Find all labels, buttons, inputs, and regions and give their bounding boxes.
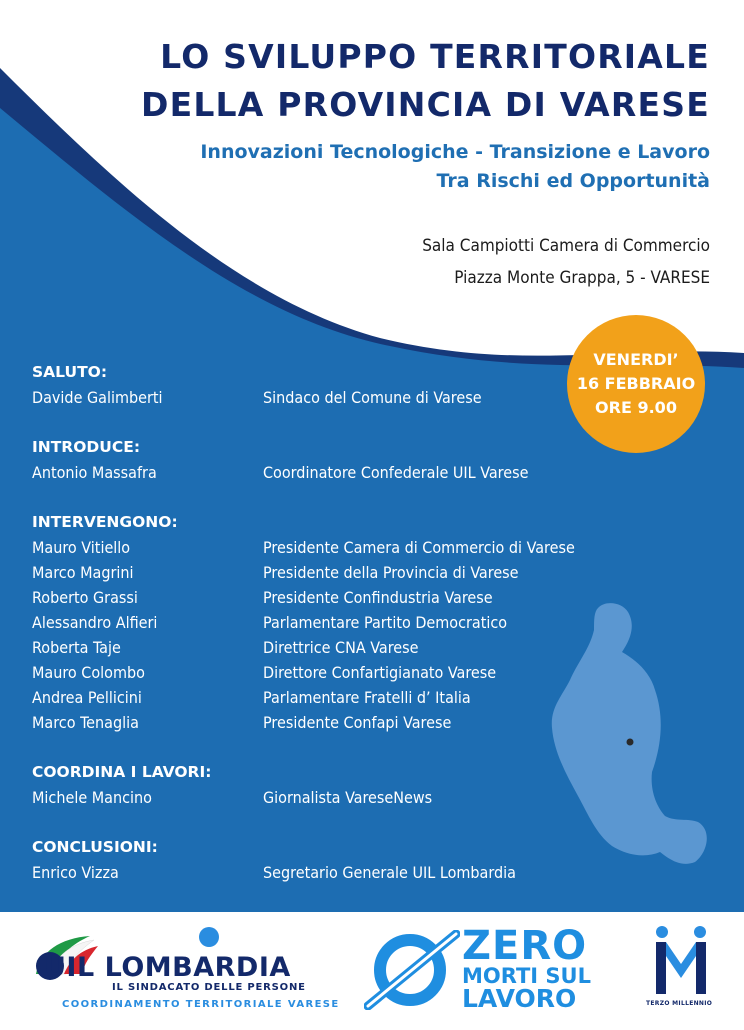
- program-row: [32, 610, 592, 635]
- program-row: [32, 460, 592, 485]
- section-heading-intervengono: INTERVENGONO:: [32, 513, 178, 531]
- program-row: [32, 785, 592, 810]
- zero-logo-line-2: MORTI SUL: [462, 964, 591, 988]
- speaker-role: Direttore Confartigianato Varese: [263, 663, 497, 682]
- program-row: [32, 660, 592, 685]
- terzo-millennio-wordmark: TERZO MILLENNIO: [646, 1000, 713, 1007]
- speaker-name: Davide Galimberti: [32, 388, 163, 407]
- footer-logos: [0, 912, 744, 1030]
- speaker-role: Giornalista VareseNews: [263, 788, 433, 807]
- tm-monogram-icon: [650, 924, 712, 996]
- date-badge-date: 16 FEBBRAIO: [576, 374, 696, 393]
- speaker-role: Sindaco del Comune di Varese: [263, 388, 482, 407]
- uil-logo-name: UIL LOMBARDIA: [44, 952, 291, 983]
- date-badge-day: VENERDI’: [593, 350, 679, 369]
- speaker-name: Antonio Massafra: [32, 463, 157, 482]
- program-row: [32, 635, 592, 660]
- speaker-name: Marco Magrini: [32, 563, 134, 582]
- title-line-2: DELLA PROVINCIA DI VARESE: [140, 85, 710, 124]
- program-list: [32, 360, 592, 885]
- speaker-name: Enrico Vizza: [32, 863, 119, 882]
- section-heading-conclusioni: CONCLUSIONI:: [32, 838, 158, 856]
- uil-logo-caption: COORDINAMENTO TERRITORIALE VARESE: [62, 999, 340, 1010]
- venue-line-2: Piazza Monte Grappa, 5 - VARESE: [454, 268, 710, 288]
- section-heading-saluto: SALUTO:: [32, 363, 108, 381]
- program-row: [32, 685, 592, 710]
- speaker-role: Direttrice CNA Varese: [263, 638, 419, 657]
- uil-dot-icon: [198, 926, 220, 948]
- section-heading-introduce: INTRODUCE:: [32, 438, 141, 456]
- zero-slash-icon: [364, 930, 460, 1010]
- speaker-role: Parlamentare Partito Democratico: [263, 613, 508, 632]
- date-badge-time: ORE 9.00: [595, 398, 677, 417]
- speaker-name: Marco Tenaglia: [32, 713, 139, 732]
- speaker-role: Parlamentare Fratelli d’ Italia: [263, 688, 471, 707]
- subtitle-line-1: Innovazioni Tecnologiche - Transizione e Lavoro: [200, 141, 710, 163]
- speaker-name: Andrea Pellicini: [32, 688, 142, 707]
- title-line-1: LO SVILUPPO TERRITORIALE: [160, 37, 710, 76]
- program-row: [32, 535, 592, 560]
- zero-logo-line-1: ZERO: [462, 923, 588, 969]
- subtitle-line-2: Tra Rischi ed Opportunità: [436, 170, 710, 192]
- speaker-name: Roberta Taje: [32, 638, 121, 657]
- zero-logo-line-3: LAVORO: [462, 984, 577, 1013]
- speaker-role: Coordinatore Confederale UIL Varese: [263, 463, 529, 482]
- speaker-name: Roberto Grassi: [32, 588, 138, 607]
- speaker-name: Alessandro Alfieri: [32, 613, 158, 632]
- speaker-role: Presidente Confindustria Varese: [263, 588, 493, 607]
- speaker-name: Mauro Colombo: [32, 663, 145, 682]
- program-row: [32, 560, 592, 585]
- uil-logo-tagline: IL SINDACATO DELLE PERSONE: [112, 982, 306, 993]
- program-row: [32, 585, 592, 610]
- speaker-name: Mauro Vitiello: [32, 538, 131, 557]
- speaker-role: Presidente Confapi Varese: [263, 713, 452, 732]
- venue-line-1: Sala Campiotti Camera di Commercio: [422, 236, 710, 256]
- speaker-role: Presidente Camera di Commercio di Varese: [263, 538, 575, 557]
- speaker-role: Segretario Generale UIL Lombardia: [263, 863, 516, 882]
- program-row: [32, 385, 592, 410]
- speaker-name: Michele Mancino: [32, 788, 152, 807]
- section-heading-coordina: COORDINA I LAVORI:: [32, 763, 212, 781]
- city-dot-icon: [627, 739, 634, 746]
- program-row: [32, 710, 592, 735]
- program-row: [32, 860, 592, 885]
- speaker-role: Presidente della Provincia di Varese: [263, 563, 519, 582]
